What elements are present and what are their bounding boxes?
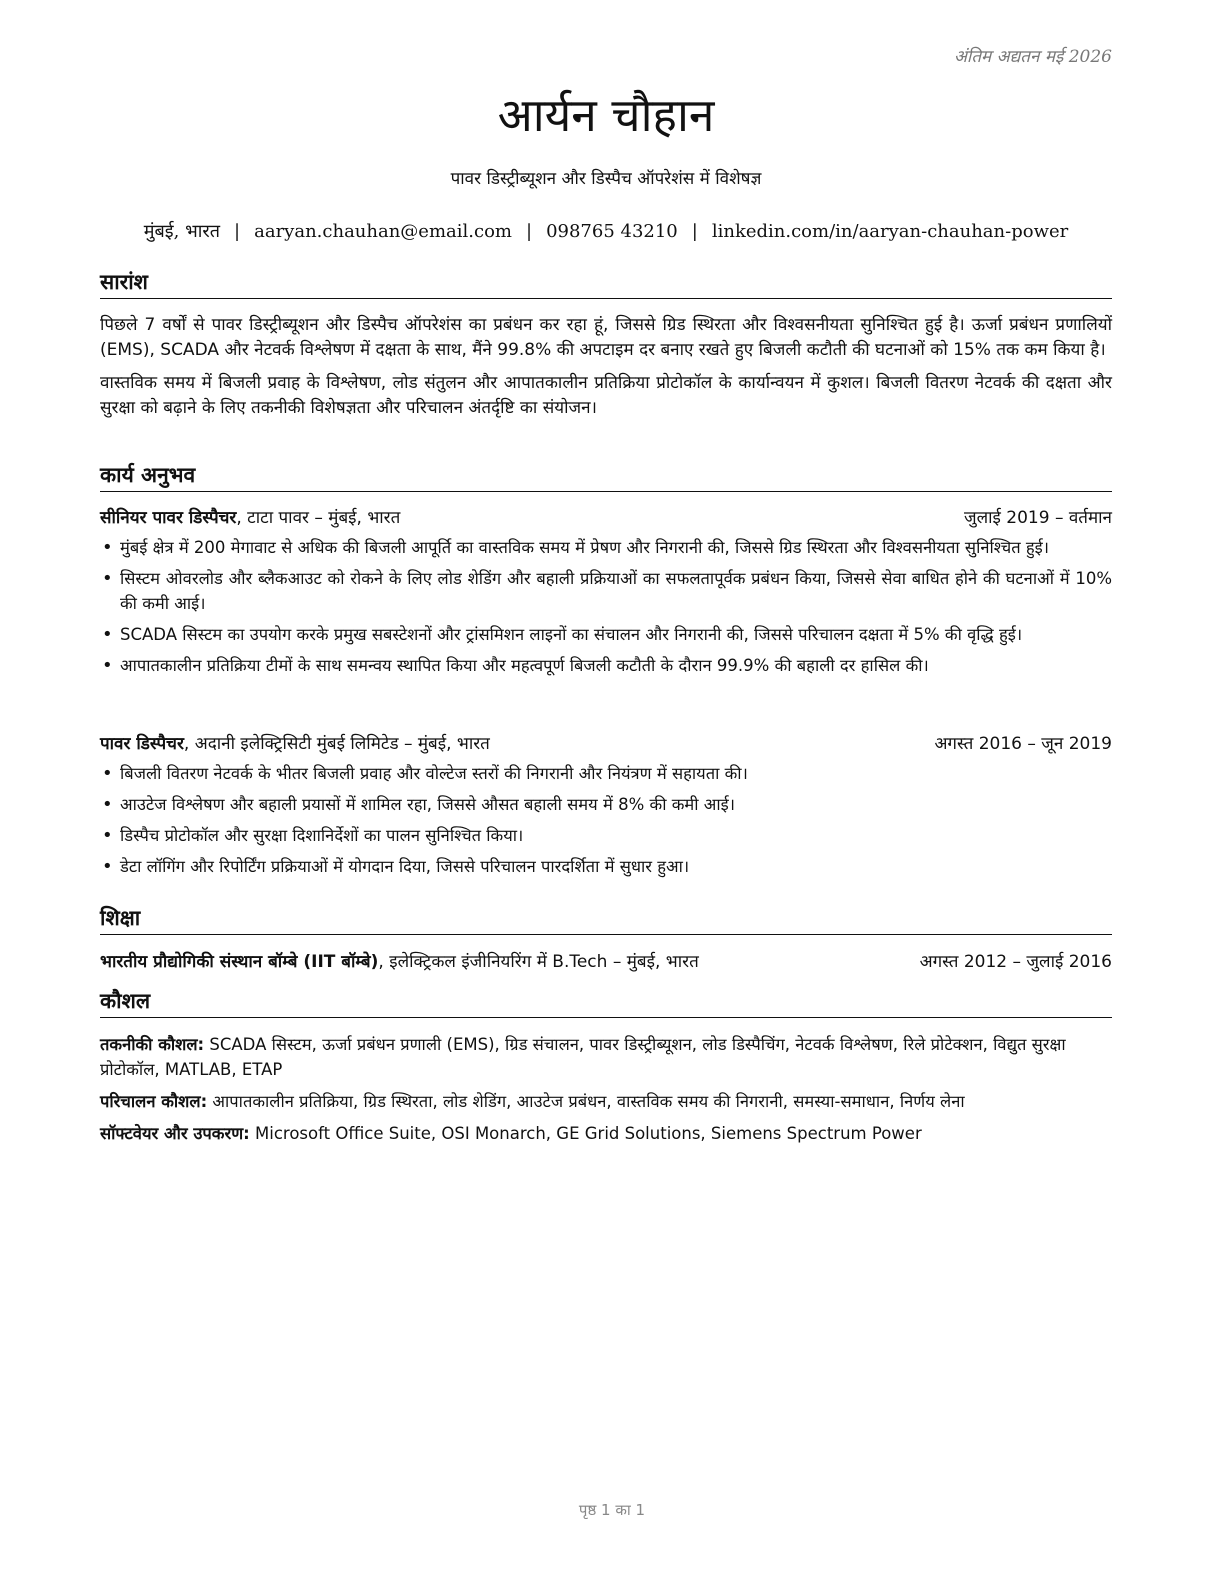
job-header: [100, 731, 1112, 757]
contact-separator: |: [691, 221, 698, 242]
last-updated: अंतिम अद्यतन मई 2026: [953, 47, 1112, 67]
education-heading: शिक्षा: [100, 904, 1112, 935]
summary-heading: सारांश: [100, 268, 1112, 299]
education-degree: , इलेक्ट्रिकल इंजीनियरिंग में B.Tech – मुंबई, भारत: [378, 952, 699, 972]
skill-label: तकनीकी कौशल:: [100, 1035, 205, 1054]
list-item: • मुंबई क्षेत्र में 200 मेगावाट से अधिक की बिजली आपूर्ति का वास्तविक समय में प्रेषण और निगरानी की, जिससे ग्रिड स्थिरता और विश्वसनीयता सुनिश्चित हुई।: [120, 535, 1112, 560]
job-dates: जुलाई 2019 – वर्तमान: [963, 508, 1112, 528]
education-entry: [100, 949, 1112, 975]
job-header: [100, 505, 1112, 531]
skill-row: [100, 1121, 1112, 1146]
candidate-name: आर्यन चौहान: [497, 88, 715, 142]
education-institution: भारतीय प्रौद्योगिकी संस्थान बॉम्बे (IIT बॉम्बे): [100, 952, 379, 972]
job-bullets: [100, 535, 1112, 678]
job-entry: [100, 505, 1112, 684]
job-org: , अदानी इलेक्ट्रिसिटी मुंबई लिमिटेड – मुंबई, भारत: [183, 734, 490, 754]
list-item: • आउटेज विश्लेषण और बहाली प्रयासों में शामिल रहा, जिससे औसत बहाली समय में 8% की कमी आई।: [120, 792, 1112, 817]
list-item: • डेटा लॉगिंग और रिपोर्टिंग प्रक्रियाओं में योगदान दिया, जिससे परिचालन पारदर्शिता में सुधार हुआ।: [120, 854, 1112, 879]
job-title-line: [100, 731, 490, 757]
skills-section: [100, 1032, 1112, 1153]
education-dates: अगस्त 2012 – जुलाई 2016: [919, 952, 1112, 972]
education-title-line: [100, 949, 699, 975]
skill-row: [100, 1089, 1112, 1114]
contact-separator: |: [525, 221, 533, 242]
contact-phone: 098765 43210: [546, 221, 678, 242]
contact-separator: |: [234, 221, 241, 242]
job-bullets: [100, 761, 1112, 879]
contact-email[interactable]: aaryan.chauhan@email.com: [254, 221, 512, 242]
contact-line: [100, 218, 1112, 246]
summary-paragraph: पिछले 7 वर्षों से पावर डिस्ट्रीब्यूशन और डिस्पैच ऑपरेशंस का प्रबंधन कर रहा हूं, जिससे ग्रिड स्थिरता और विश्वसनीयता सुनिश्चित हुई है। ऊर्जा प्रबंधन प्रणालियों (EMS), SCADA और नेटवर्क विश्लेषण में दक्षता के साथ, मैंने 99.8% की अपटाइम दर बनाए रखते हुए बिजली कटौती की घटनाओं को 15% तक कम किया है।: [100, 315, 1112, 360]
job-dates: अगस्त 2016 – जून 2019: [934, 734, 1112, 754]
headline: पावर डिस्ट्रीब्यूशन और डिस्पैच ऑपरेशंस में विशेषज्ञ: [450, 169, 762, 189]
skills-heading: कौशल: [100, 987, 1112, 1018]
list-item: • डिस्पैच प्रोटोकॉल और सुरक्षा दिशानिर्देशों का पालन सुनिश्चित किया।: [120, 823, 1112, 848]
skill-row: [100, 1032, 1112, 1082]
job-title-line: [100, 505, 400, 531]
contact-linkedin[interactable]: linkedin.com/in/aaryan-chauhan-power: [711, 221, 1069, 242]
job-org: , टाटा पावर – मुंबई, भारत: [236, 508, 401, 528]
list-item: • सिस्टम ओवरलोड और ब्लैकआउट को रोकने के लिए लोड शेडिंग और बहाली प्रक्रियाओं का सफलतापूर्वक प्रबंधन किया, जिससे सेवा बाधित होने की घटनाओं में 10% की कमी आई।: [120, 566, 1112, 616]
job-entry: [100, 731, 1112, 885]
summary-section: [100, 313, 1112, 429]
education-header: [100, 949, 1112, 975]
page-number: पृष्ठ 1 का 1: [578, 1501, 646, 1519]
skill-value: SCADA सिस्टम, ऊर्जा प्रबंधन प्रणाली (EMS), ग्रिड संचालन, पावर डिस्ट्रीब्यूशन, लोड डिस्पैचिंग, नेटवर्क विश्लेषण, रिले प्रोटेक्शन, विद्युत सुरक्षा प्रोटोकॉल, MATLAB, ETAP: [100, 1035, 1066, 1079]
skill-label: परिचालन कौशल:: [100, 1092, 208, 1111]
list-item: • SCADA सिस्टम का उपयोग करके प्रमुख सबस्टेशनों और ट्रांसमिशन लाइनों का संचालन और निगरानी की, जिससे परिचालन दक्षता में 5% की वृद्धि हुई।: [120, 622, 1112, 647]
skill-label: सॉफ्टवेयर और उपकरण:: [100, 1124, 250, 1143]
list-item: • आपातकालीन प्रतिक्रिया टीमों के साथ समन्वय स्थापित किया और महत्वपूर्ण बिजली कटौती के दौरान 99.9% की बहाली दर हासिल की।: [120, 653, 1112, 678]
list-item: • बिजली वितरण नेटवर्क के भीतर बिजली प्रवाह और वोल्टेज स्तरों की निगरानी और नियंत्रण में सहायता की।: [120, 761, 1112, 786]
summary-paragraph: वास्तविक समय में बिजली प्रवाह के विश्लेषण, लोड संतुलन और आपातकालीन प्रतिक्रिया प्रोटोकॉल के कार्यान्वयन में कुशल। बिजली वितरण नेटवर्क की दक्षता और सुरक्षा को बढ़ाने के लिए तकनीकी विशेषज्ञता और परिचालन अंतर्दृष्टि का संयोजन।: [100, 373, 1112, 418]
job-role: सीनियर पावर डिस्पैचर: [100, 508, 237, 528]
job-role: पावर डिस्पैचर: [100, 734, 184, 754]
experience-heading: कार्य अनुभव: [100, 461, 1112, 492]
skill-value: Microsoft Office Suite, OSI Monarch, GE Grid Solutions, Siemens Spectrum Power: [249, 1124, 922, 1143]
skill-value: आपातकालीन प्रतिक्रिया, ग्रिड स्थिरता, लोड शेडिंग, आउटेज प्रबंधन, वास्तविक समय की निगरानी, समस्या-समाधान, निर्णय लेना: [207, 1092, 965, 1111]
contact-location: मुंबई, भारत: [143, 221, 221, 242]
